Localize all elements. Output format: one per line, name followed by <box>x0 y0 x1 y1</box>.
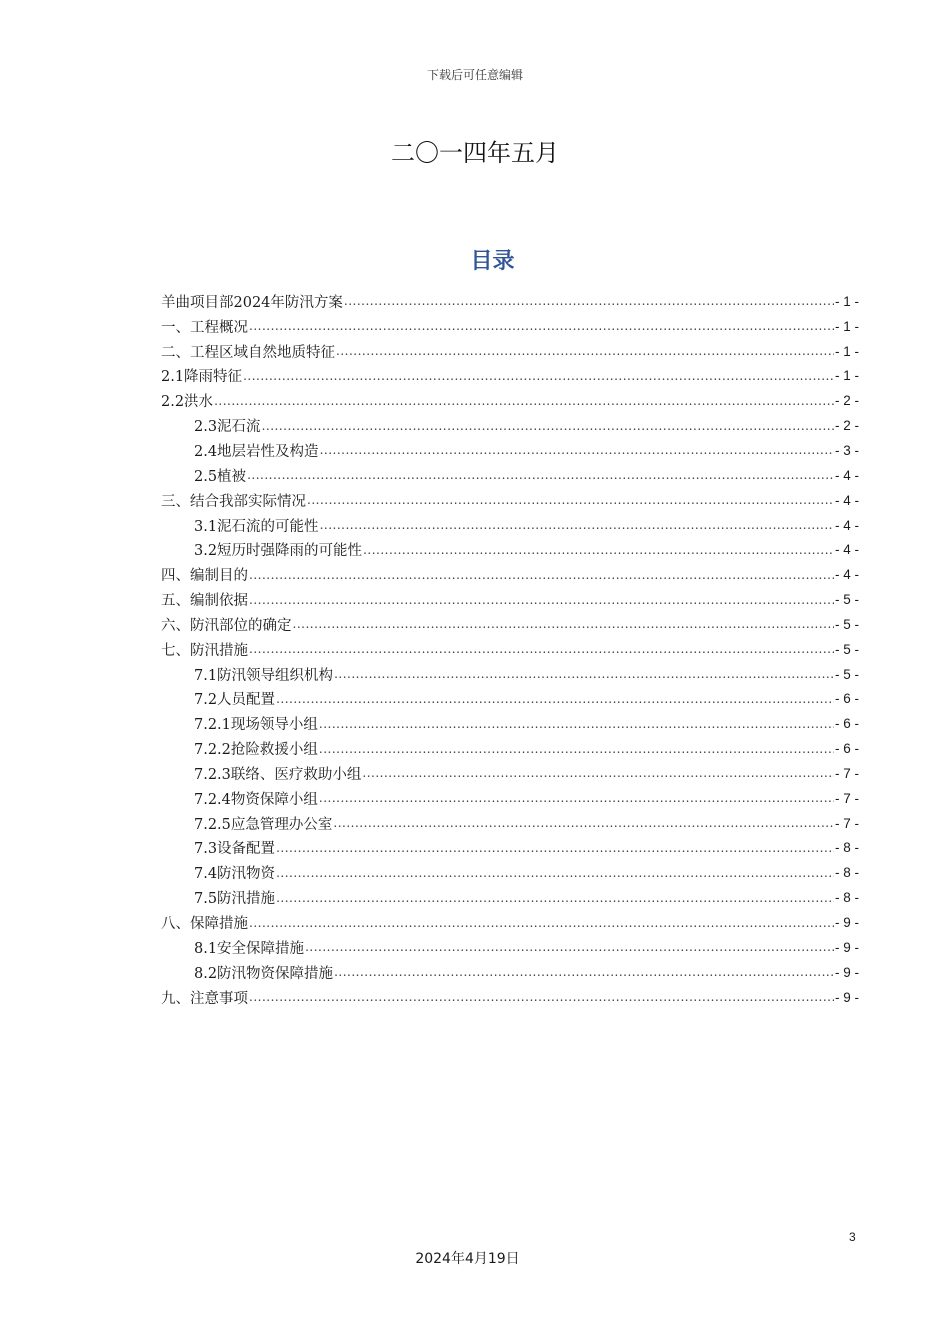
page-number: 3 <box>849 1230 856 1244</box>
toc-entry-page: - 7 - <box>834 790 859 806</box>
toc-entry-title: 8.2防汛物资保障措施 <box>194 965 334 982</box>
toc-entry[interactable] <box>161 364 859 389</box>
toc-entry[interactable] <box>161 463 859 488</box>
toc-entry[interactable] <box>161 637 859 662</box>
toc-leader-dots <box>333 816 834 830</box>
toc-entry-title: 7.3设备配置 <box>194 841 276 858</box>
toc-entry[interactable] <box>161 935 859 960</box>
toc-entry-page: - 7 - <box>834 815 859 831</box>
toc-entry-page: - 2 - <box>834 418 859 434</box>
toc-entry-title: 7.1防汛领导组织机构 <box>194 667 334 684</box>
toc-entry[interactable] <box>161 314 859 339</box>
toc-entry-page: - 2 - <box>834 393 859 409</box>
toc-entry[interactable] <box>161 836 859 861</box>
toc-entry-title: 八、保障措施 <box>161 916 248 933</box>
toc-leader-dots <box>249 593 834 607</box>
toc-entry[interactable] <box>161 339 859 364</box>
toc-entry-page: - 8 - <box>834 890 859 906</box>
toc-entry-title: 2.3泥石流 <box>194 419 261 436</box>
toc-leader-dots <box>249 990 834 1004</box>
toc-leader-dots <box>249 642 834 656</box>
toc-entry-page: - 4 - <box>834 467 859 483</box>
toc-entry-page: - 6 - <box>834 741 859 757</box>
toc-entry-page: - 5 - <box>834 616 859 632</box>
toc-entry[interactable] <box>161 537 859 562</box>
toc-entry-title: 7.2.5应急管理办公室 <box>194 816 333 833</box>
toc-entry-page: - 6 - <box>834 691 859 707</box>
toc-entry[interactable] <box>161 811 859 836</box>
toc-entry-page: - 8 - <box>834 840 859 856</box>
toc-entry-title: 2.2洪水 <box>161 394 214 411</box>
toc-entry-title: 七、防汛措施 <box>161 642 248 659</box>
toc-entry-page: - 6 - <box>834 716 859 732</box>
toc-entry-title: 九、注意事项 <box>161 990 248 1007</box>
toc-entry[interactable] <box>161 711 859 736</box>
toc-entry-title: 四、编制目的 <box>161 568 248 585</box>
toc-entry-title: 三、结合我部实际情况 <box>161 493 306 510</box>
toc-entry-title: 2.1降雨特征 <box>161 369 243 386</box>
toc-entry-page: - 4 - <box>834 517 859 533</box>
toc-entry[interactable] <box>161 662 859 687</box>
toc-entry[interactable] <box>161 438 859 463</box>
footer-date: 2024年4月19日 <box>415 1251 520 1267</box>
toc-leader-dots <box>320 443 834 457</box>
toc-entry-title: 7.2.4物资保障小组 <box>194 791 318 808</box>
toc-leader-dots <box>276 692 834 706</box>
toc-leader-dots <box>247 468 834 482</box>
toc-leader-dots <box>336 344 834 358</box>
toc-entry[interactable] <box>161 513 859 538</box>
toc-entry-title: 7.4防汛物资 <box>194 866 276 883</box>
toc-entry-title: 7.2.1现场领导小组 <box>194 717 318 734</box>
toc-entry[interactable] <box>161 612 859 637</box>
toc-leader-dots <box>249 568 834 582</box>
toc-entry-title: 2.4地层岩性及构造 <box>194 443 319 460</box>
toc-entry-page: - 4 - <box>834 492 859 508</box>
toc-entry-title: 8.1安全保障措施 <box>194 940 305 957</box>
toc-leader-dots <box>319 791 834 805</box>
toc-entry-title: 五、编制依据 <box>161 593 248 610</box>
toc-entry-title: 7.2.3联络、医疗救助小组 <box>194 766 362 783</box>
toc-entry[interactable] <box>161 786 859 811</box>
toc-leader-dots <box>276 841 834 855</box>
toc-entry-page: - 5 - <box>834 641 859 657</box>
toc-leader-dots <box>214 394 834 408</box>
toc-entry[interactable] <box>161 562 859 587</box>
toc-entry[interactable] <box>161 910 859 935</box>
toc-entry-title: 一、工程概况 <box>161 319 248 336</box>
toc-leader-dots <box>243 369 834 383</box>
toc-entry-page: - 8 - <box>834 865 859 881</box>
toc-entry[interactable] <box>161 860 859 885</box>
toc-entry-page: - 4 - <box>834 567 859 583</box>
toc-entry[interactable] <box>161 885 859 910</box>
toc-leader-dots <box>363 543 834 557</box>
toc-entry-title: 7.5防汛措施 <box>194 891 276 908</box>
toc-entry[interactable] <box>161 960 859 985</box>
toc-entry-page: - 9 - <box>834 964 859 980</box>
toc-leader-dots <box>305 940 834 954</box>
toc-entry-title: 3.1泥石流的可能性 <box>194 518 319 535</box>
toc-entry-page: - 1 - <box>834 343 859 359</box>
toc-leader-dots <box>293 617 834 631</box>
toc-entry-title: 7.2人员配置 <box>194 692 276 709</box>
toc-leader-dots <box>262 419 834 433</box>
toc-leader-dots <box>320 518 834 532</box>
toc-entry-page: - 9 - <box>834 915 859 931</box>
toc-leader-dots <box>276 866 834 880</box>
toc-leader-dots <box>319 717 834 731</box>
toc-leader-dots <box>249 319 834 333</box>
toc-entry-page: - 3 - <box>834 442 859 458</box>
toc-entry-page: - 5 - <box>834 592 859 608</box>
toc-entry[interactable] <box>161 413 859 438</box>
cover-date-title: 二〇一四年五月 <box>391 139 559 167</box>
toc-leader-dots <box>334 965 834 979</box>
toc-entry-title: 羊曲项目部2024年防汛方案 <box>161 294 343 311</box>
toc-entry[interactable] <box>161 736 859 761</box>
toc-entry-title: 二、工程区域自然地质特征 <box>161 344 335 361</box>
toc-entry[interactable] <box>161 289 859 314</box>
toc-heading: 目录 <box>470 249 515 274</box>
toc-entry-page: - 1 - <box>834 368 859 384</box>
toc-leader-dots <box>276 891 834 905</box>
toc-leader-dots <box>249 916 834 930</box>
toc-entry-title: 六、防汛部位的确定 <box>161 617 292 634</box>
toc-entry[interactable] <box>161 687 859 712</box>
toc-entry[interactable] <box>161 587 859 612</box>
toc-leader-dots <box>319 742 834 756</box>
toc-entry[interactable] <box>161 488 859 513</box>
toc-leader-dots <box>362 766 834 780</box>
table-of-contents <box>161 289 859 1009</box>
toc-entry-page: - 7 - <box>834 765 859 781</box>
toc-leader-dots <box>344 294 834 308</box>
toc-entry[interactable] <box>161 761 859 786</box>
header-note: 下载后可任意编辑 <box>426 68 523 82</box>
toc-entry-page: - 9 - <box>834 939 859 955</box>
toc-entry-title: 3.2短历时强降雨的可能性 <box>194 543 363 560</box>
toc-entry-page: - 4 - <box>834 542 859 558</box>
toc-leader-dots <box>307 493 834 507</box>
toc-entry-title: 7.2.2抢险救援小组 <box>194 742 318 759</box>
toc-entry-title: 2.5植被 <box>194 468 247 485</box>
toc-entry-page: - 1 - <box>834 318 859 334</box>
toc-leader-dots <box>334 667 834 681</box>
toc-entry-page: - 5 - <box>834 666 859 682</box>
toc-entry-page: - 9 - <box>834 989 859 1005</box>
toc-entry[interactable] <box>161 985 859 1010</box>
toc-entry[interactable] <box>161 388 859 413</box>
toc-entry-page: - 1 - <box>834 293 859 309</box>
